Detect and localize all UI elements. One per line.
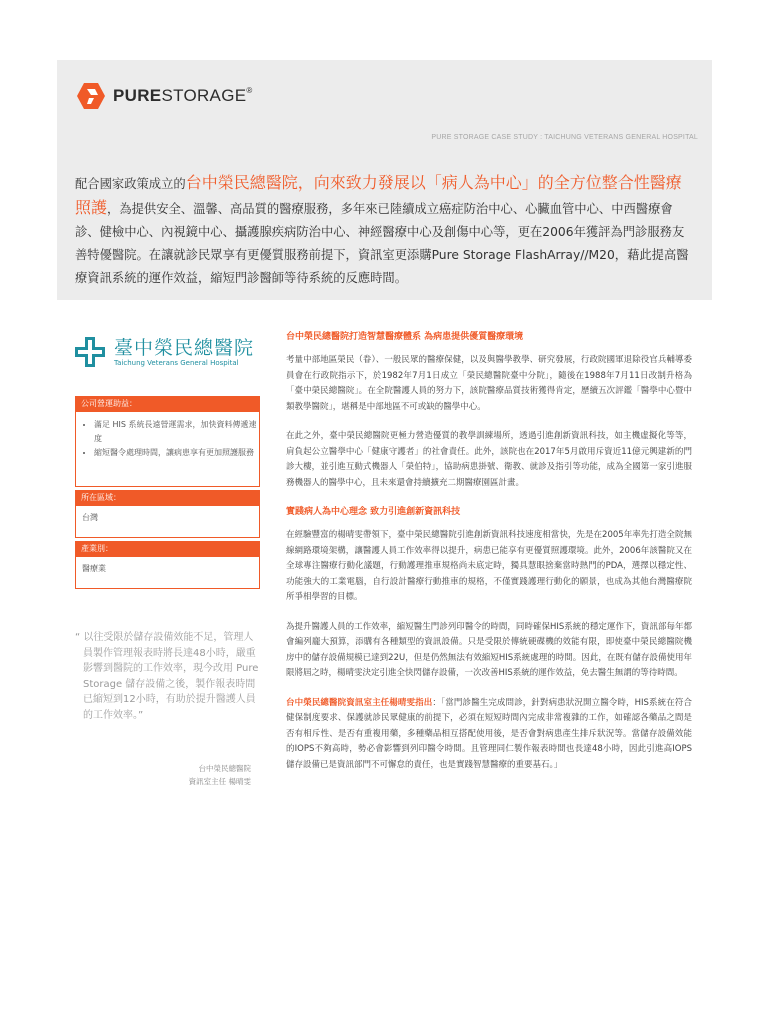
intro-paragraph [75, 171, 693, 290]
benefits-label: 公司營運助益： [75, 396, 260, 411]
section-2-title: 實踐病人為中心理念 致力引進創新資訊科技 [286, 507, 461, 517]
region-box [75, 505, 260, 538]
industry-box [75, 556, 260, 589]
attribution-person: 資訊室主任 楊晴雯 [188, 777, 251, 786]
hospital-name-en: Taichung Veterans General Hospital [114, 358, 239, 367]
header-banner [57, 60, 712, 300]
pure-storage-logo [76, 81, 253, 111]
section-1-paragraph-1: 考量中部地區榮民（眷）、一般民眾的醫療保健，以及與醫學教學、研究發展，行政院國軍退除役官兵輔導委員會在行政院指示下，於1982年7月1日成立「榮民總醫院臺中分院」，隨後在1988年7月11日改制升格為「臺中榮民總醫院」。在全院醫護人員的努力下，該院醫療品質技術獲得肯定，歷續五次評鑑「醫學中心暨中類教學醫院」，堪稱是中部地區不可或缺的醫學中心。 [286, 355, 692, 412]
region-value: 台灣 [82, 513, 98, 522]
hospital-cross-icon [74, 336, 106, 368]
logo-tm: ® [246, 86, 253, 95]
hospital-logo [74, 336, 254, 368]
intro-plain-2: ，為提供安全、溫馨、高品質的醫療服務，多年來已陸續成立癌症防治中心、心臟血管中心、中西醫療會診、健檢中心、內視鏡中心、攝護腺疾病防治中心、神經醫療中心及創傷中心等，更在2006年獲評為門診服務友善特優醫院。在讓就診民眾享有更優質服務前提下，資訊室更添購Pure Storage FlashArray//M20，藉此提高醫療資訊系統的運作效益，縮短門診醫師等待系統的反應時間。 [75, 202, 689, 285]
pure-storage-logo-icon [76, 81, 106, 111]
industry-value: 醫療業 [82, 564, 106, 573]
section-2-paragraph-3-text: ：「當門診醫生完成問診，針對病患狀況開立醫令時，HIS系統在符合健保制度要求、保護就診民眾健康的前提下，必須在短短時間內完成非常複雜的工作，如確認各藥品之間是否有相斥性、是否有重複用藥，多種藥品相互搭配使用後，是否會對病患產生排斥狀況等。當儲存設備效能的IOPS不夠高時，勢必會影響到列印醫令時間。且管理同仁製作報表時間也長達48小時，因此引進高IOPS儲存設備已是資訊部門不可懈怠的責任，也是實踐智慧醫療的重要基石。」 [286, 697, 692, 770]
case-study-caption: PURE STORAGE CASE STUDY : TAICHUNG VETERANS GENERAL HOSPITAL [431, 134, 698, 141]
intro-plain-1: 配合國家政策成立的 [75, 177, 186, 191]
logo-light: STORAGE [161, 86, 247, 105]
pull-quote: “ 以往受限於儲存設備效能不足，管理人員製作管理報表時將長達48小時，嚴重影響到醫院的工作效率，現今改用 Pure Storage 儲存設備之後，製作報表時間已縮短到12小時，有助於提升醫護人員的工作效率。” [75, 632, 259, 721]
logo-wordmark [113, 86, 253, 106]
intro-highlight: 台中榮民總醫院，向來致力發展以「病人為中心」的全方位整合性醫療照護 [75, 173, 682, 217]
industry-label: 產業別： [75, 541, 260, 556]
benefit-item: • 縮短醫令處理時間，讓病患享有更加照護服務 [94, 446, 259, 460]
region-label: 所在區域： [75, 490, 260, 505]
hospital-name-zh: 臺中榮民總醫院 [114, 336, 255, 359]
section-1-paragraph-2: 在此之外，臺中榮民總醫院更極力營造優質的教學訓練場所，透過引進創新資訊科技，如主機虛擬化等等，肩負起公立醫學中心「健康守護者」的社會責任。此外，該院也在2017年5月啟用斥資近11億元興建新的門診大樓，並引進互動式機器人「榮伯特」，協助病患掛號、衛教、就診及指引等功能，成為全國第一家引進服務機器人的醫學中心，且未來還會持續擴充二期醫療園區計畫。 [286, 431, 692, 488]
logo-bold: PURE [113, 86, 162, 105]
section-1-title: 台中榮民總醫院打造智慧醫療體系 為病患提供優質醫療環境 [286, 332, 524, 342]
main-column [286, 330, 692, 787]
attribution-org: 台中榮民總醫院 [198, 764, 251, 773]
section-2-paragraph-3 [286, 696, 692, 774]
quote-lead: 台中榮民總醫院資訊室主任楊晴雯指出 [286, 697, 433, 708]
section-2-paragraph-1: 在經驗豐富的楊晴雯帶領下，臺中榮民總醫院引進創新資訊科技速度相當快，先是在2005年率先打造全院無線網路環境架構，讓醫護人員工作效率得以提升，病患已能享有更優質照護環境。此外，2006年該醫院又在全球專注醫療行動化議題，行動護理推車規格尚未底定時，獨具慧眼捨棄當時熱門的PDA，選擇以穩定性、功能強大的工業電腦，自行設計醫療行動推車的規格，不僅實踐護理行動化的願景，也成為其他台灣醫療院所爭相學習的目標。 [286, 530, 692, 602]
section-2-paragraph-2: 為提升醫護人員的工作效率，縮短醫生門診列印醫令的時間，同時確保HIS系統的穩定運作下，資訊部每年都會編列龐大預算，添購有各種類型的資訊設備。只是受限於傳統硬碟機的效能有限，即使臺中榮民總醫院機房中的儲存設備規模已達到22U，但是仍然無法有效縮短HIS系統處理的時間。因此，在既有儲存設備使用年限將屆之時，楊晴雯決定引進全快閃儲存設備，一次改善HIS系統的運作效益，免去醫生無謂的等待時間。 [286, 621, 692, 678]
quote-attribution [75, 762, 251, 788]
benefit-item: • 滿足 HIS 系統長遠營運需求，加快資料傳遞速度 [94, 418, 259, 446]
benefits-box [75, 411, 260, 487]
